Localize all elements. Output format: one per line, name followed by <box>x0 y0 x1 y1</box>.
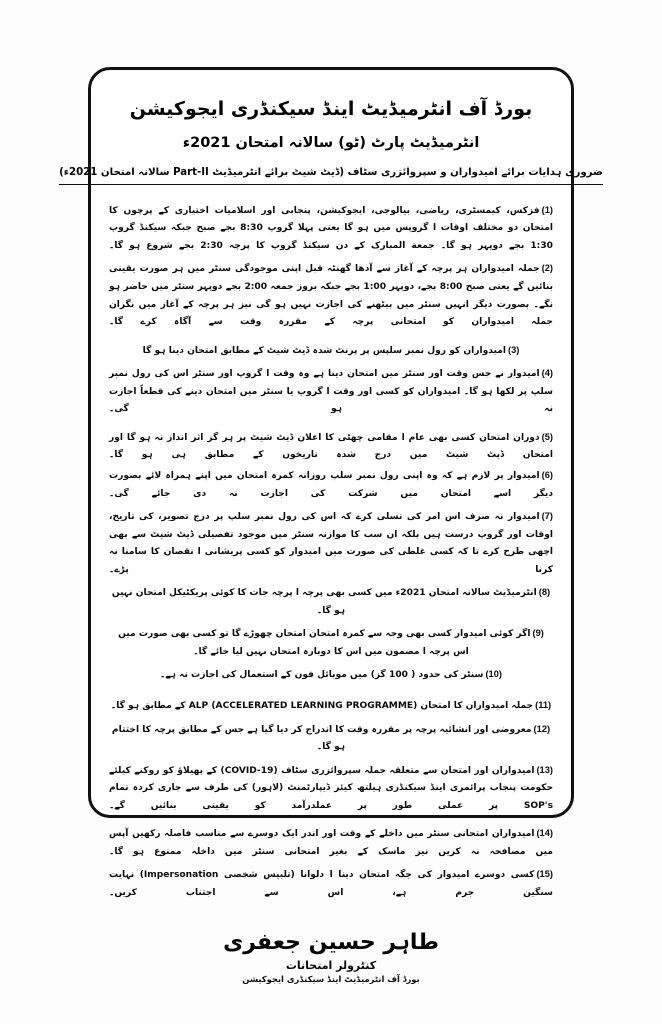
signatory-organization: بورڈ آف انٹرمیڈیٹ اینڈ سیکنڈری ایجوکیشن <box>242 974 420 985</box>
instruction-number: (10) <box>485 669 502 680</box>
instruction-item <box>109 341 553 361</box>
signatory-role: کنٹرولر امتحانات <box>285 959 377 973</box>
instruction-number: (3) <box>507 344 520 355</box>
instruction-number: (7) <box>541 510 553 521</box>
instruction-number: (13) <box>536 764 553 775</box>
instruction-item <box>109 201 553 256</box>
instruction-item <box>109 364 553 419</box>
instruction-text: کسی دوسرے امیدوار کی جگہ امتحان دینا ا دلوانا (تلبیس شخصی Impersonation) نہایت سنگین جرم ہے، اس سے اجتناب کریں۔ <box>109 870 553 898</box>
instruction-item <box>109 865 553 902</box>
notice-content <box>59 70 603 985</box>
instructions-subtitle: ضروری ہدایات برائے امیدواران و سپروائزری سٹاف (ڈیٹ شیٹ برائے انٹرمیڈیٹ Part-II سالانہ امتحان 2021ء) <box>59 165 603 184</box>
signatory-name: طاہر حسین جعفری <box>223 929 439 955</box>
instruction-text: اگر کوئی امیدوار کسی بھی وجہ سے کمرہ امتحان امتحان چھوڑے گا تو کسی بھی صورت میں اس پرچہ ا مضمون میں اس کا دوبارہ امتحان نہیں لیا جائے گا۔ <box>118 629 531 657</box>
instruction-number: (11) <box>535 700 552 711</box>
instruction-text: جملہ امیدواران کا امتحان ALP (ACCELERATED LEARNING PROGRAMME) کے مطابق ہو گا۔ <box>110 701 534 712</box>
instruction-item <box>109 624 553 661</box>
instruction-number: (5) <box>541 431 553 442</box>
instruction-item <box>109 583 553 620</box>
instruction-text: امیدواران امتحانی سنٹر میں داخلے کے وقت اور اندر ایک دوسرے سے مناسب فاصلہ رکھیں آپس میں مصافحہ نہ کریں نیز ماسک کے بغیر امتحانی سنٹر میں داخلہ ممنوع ہو گا۔ <box>109 829 553 857</box>
instruction-text: امیدواران اور امتحان سے متعلقہ جملہ سپروائزری سٹاف (COVID-19) کے پھیلاؤ کو روکنے کیلئے حکومت پنجاب پرائمری اینڈ سیکنڈری ہیلتھ کیئر ڈیپارٹمنٹ (لاہور) کی طرف سے جاری کردہ تمام SOP's پر عملی طور پر عملدرآمد کو یقینی بنائیں گے۔ <box>109 765 553 811</box>
instruction-text: فزکس، کیمسٹری، ریاضی، بیالوجی، ایجوکیشن، پنجابی اور اسلامیات اختیاری کے پرچوں کا امتحان دو مختلف اوقات ا گروپس میں ہو گا یعنی پہلا گروپ 8:30 بجے صبح جبکہ سیکنڈ گروپ 1:30 بجے دوپہر ہو گا۔ جمعة المبارک کے دن سیکنڈ گروپ کا پرچہ 2:30 بجے شروع ہو گا۔ <box>109 205 553 252</box>
exam-title: انٹرمیڈیٹ پارٹ (ٹو) سالانہ امتحان 2021ء <box>182 134 480 151</box>
instruction-number: (4) <box>541 367 553 378</box>
instruction-number: (9) <box>532 628 544 639</box>
instruction-item <box>109 720 553 757</box>
instruction-item <box>109 696 553 716</box>
instruction-number: (6) <box>541 469 553 480</box>
spacer <box>109 688 553 696</box>
instructions-list <box>109 201 553 903</box>
subtitle-row <box>59 165 603 184</box>
instruction-number: (12) <box>533 723 551 734</box>
instruction-item <box>109 259 553 332</box>
instruction-item <box>109 428 553 465</box>
instruction-text: معروضی اور انشائیہ پرچہ پر مقررہ وقت کا اندراج کر دیا گیا ہے جس کے مطابق پرچہ کا اختتام ہو گا۔ <box>111 724 532 753</box>
instruction-text: دوران امتحان کسی بھی عام ا مقامی چھٹی کا اعلان ڈیٹ شیٹ پر ہر گز اثر انداز نہ ہو گا اور امتحان ڈیٹ شیٹ میں درج شدہ تاریخوں کے مطابق ہی ہو گا۔ <box>109 432 553 461</box>
instruction-number: (14) <box>536 828 553 839</box>
instruction-item <box>109 466 553 503</box>
instruction-number: (8) <box>538 587 551 598</box>
instruction-text: سنٹر کی حدود ( 100 گز) میں موبائل فون کے استعمال کی اجازت نہ ہے۔ <box>160 670 484 681</box>
document-header <box>59 96 603 185</box>
instruction-item <box>109 507 553 580</box>
instruction-text: امیدوار نے جس وقت اور سنٹر میں امتحان دینا ہے وہ وقت ا گروپ اور سنٹر اس کی رول نمبر سلپ پر لکھا ہو گا۔ امیدواران کو کسی اور وقت ا گروپ یا سنٹر میں امتحان دینے کی قطعاً اجازت نہ ہو گی۔ <box>109 368 553 415</box>
instruction-item <box>109 824 553 861</box>
instruction-text: انٹرمیڈیٹ سالانہ امتحان 2021ء میں کسی بھی پرچہ ا پرچہ جات کا کوئی پریکٹیکل امتحان نہیں ہو گا۔ <box>111 588 537 616</box>
instruction-number: (1) <box>541 204 553 215</box>
instruction-number: (15) <box>536 869 553 880</box>
instruction-text: امیدوار پر لازم ہے کہ وہ اپنی رول نمبر سلپ روزانہ کمرہ امتحان میں اپنے ہمراہ لائے بصورت دیگر اسے امتحان میں شرکت کی اجازت نہ دی جائے گی۔ <box>109 470 553 499</box>
instruction-text: امیدواران کو رول نمبر سلپس پر پرنٹ شدہ ڈیٹ شیٹ کے مطابق امتحان دینا ہو گا <box>142 345 506 356</box>
instruction-text: امیدوار نہ صرف اس امر کی تسلی کرے کہ اس کی رول نمبر سلپ پر درج تصویر، کی تاریخ، اوقات اور گروپ درست ہیں بلکہ ان سب کا موازنہ سنٹر میں موجود تفصیلی ڈیٹ شیٹ سے بھی اچھی طرح کرے تا کہ کسی غلطی کی صورت میں امیدوار کو کسی پریشانی ا نقصان کا سامنا نہ کرنا پڑے۔ <box>109 511 553 576</box>
instruction-text: جملہ امیدواران ہر پرچہ کے آغاز سے آدھا گھنٹہ قبل اپنی موجودگی سنٹر میں ہر صورت یقینی بنائیں گے یعنی صبح 8:00 بجے، دوپہر 1:00 بجے جبکہ بروز جمعہ 2:00 بجے دوپہر سنٹر میں حاضر ہو نگے۔ بصورت دیگر انہیں سنٹر میں بیٹھنے کی اجازت نہیں ہو گی نیز ہر پرچہ کے آغاز میں نگران جملہ امیدواران کو امتحانی پرچہ کے مقررہ وقت سے آگاہ کرے گا۔ <box>109 264 553 328</box>
board-title: بورڈ آف انٹرمیڈیٹ اینڈ سیکنڈری ایجوکیشن <box>129 98 533 120</box>
notice-border-frame <box>59 67 603 985</box>
instruction-item <box>109 665 553 685</box>
instruction-number: (2) <box>541 263 553 274</box>
signature-block <box>109 929 553 985</box>
instruction-item <box>109 761 553 816</box>
